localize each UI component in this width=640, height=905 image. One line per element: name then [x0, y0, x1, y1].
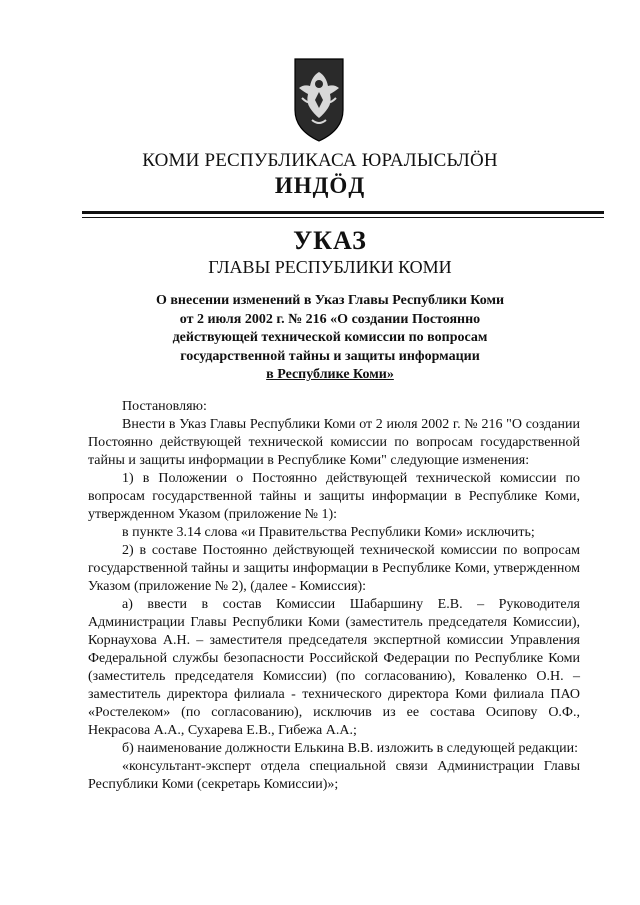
body-paragraph: 1) в Положении о Постоянно действующей технической комиссии по вопросам государственной тайны и защиты информации в Республике Коми, утвержденном Указом (приложение № 1): — [88, 471, 580, 522]
body-paragraph: а) ввести в состав Комиссии Шабаршину Е.В. – Руководителя Администрации Главы Республики Коми (заместитель председателя Комиссии), Корнаухова А.Н. – заместителя председателя экспертной комиссии Управления Федеральной службы безопасности Российской Федерации по Республике Коми (заместитель председателя Комиссии) (по согласованию), Коваленко О.Н. – заместитель директора филиала - технического директора Коми филиала ПАО «Ростелеком» (по согласованию), исключив из ее состава Осипову О.Ф., Некрасова А.А., Сухарева Е.В., Гибежа А.А.; — [88, 597, 580, 738]
document-title — [120, 292, 540, 385]
body-paragraph: в пункте 3.14 слова «и Правительства Республики Коми» исключить; — [122, 525, 535, 540]
document-type: УКАЗ — [293, 226, 367, 255]
coat-of-arms-icon — [294, 58, 344, 142]
body-paragraph: «консультант-эксперт отдела специальной связи Администрации Главы Республики Коми (секретарь Комиссии)»; — [88, 759, 580, 792]
body-paragraph: б) наименование должности Елькина В.В. изложить в следующей редакции: — [122, 741, 579, 756]
title-line: от 2 июля 2002 г. № 216 «О создании Постоянно — [179, 311, 481, 327]
title-line: О внесении изменений в Указ Главы Республики Коми — [155, 293, 505, 308]
header-divider-thin — [82, 217, 604, 218]
title-line: действующей технической комиссии по вопросам — [172, 330, 488, 345]
title-line: в Республике Коми» — [266, 367, 394, 382]
body-paragraph: Постановляю: — [122, 399, 207, 414]
document-body — [88, 398, 580, 794]
header-divider-thick — [82, 211, 604, 214]
body-paragraph: 2) в составе Постоянно действующей технической комиссии по вопросам государственной тайны и защиты информации в Республике Коми, утвержденном Указом (приложение № 2), (далее - Комиссия): — [88, 543, 580, 594]
republic-name-komi: КОМИ РЕСПУБЛИКАСА ЮРАЛЫСЬЛӦН — [142, 150, 498, 171]
title-line: государственной тайны и защиты информации — [180, 348, 480, 364]
document-issuer: ГЛАВЫ РЕСПУБЛИКИ КОМИ — [208, 257, 452, 277]
decree-komi-heading: ИНДӦД — [274, 173, 366, 198]
body-paragraph: Внести в Указ Главы Республики Коми от 2 июля 2002 г. № 216 "О создании Постоянно действующей технической комиссии по вопросам государственной тайны и защиты информации в Республике Коми" следующие изменения: — [88, 417, 580, 468]
